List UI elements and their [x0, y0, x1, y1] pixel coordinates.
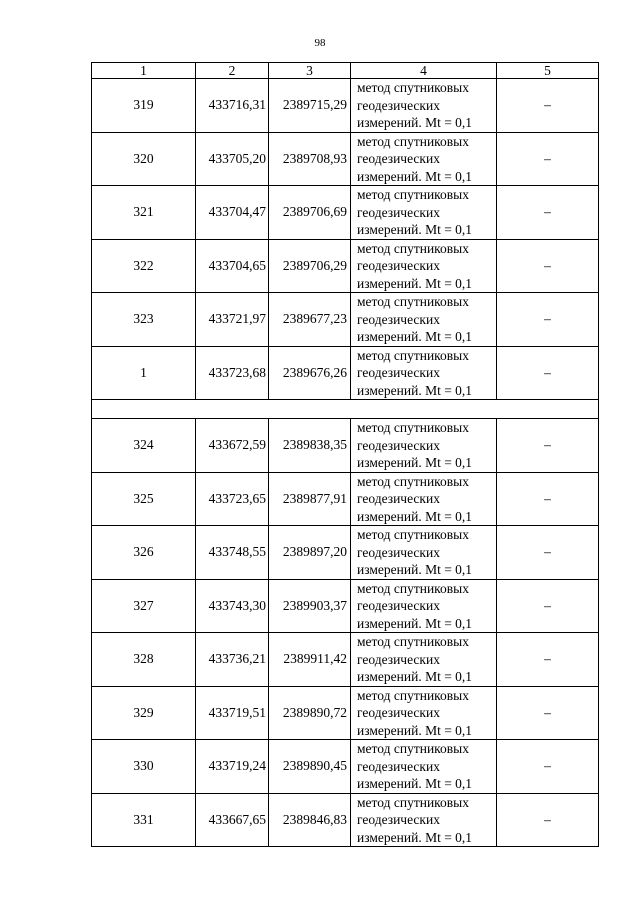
- method-text-line: геодезических: [357, 705, 440, 720]
- table-row: [92, 239, 599, 293]
- x-coordinate-cell: 433705,20: [196, 132, 269, 186]
- column-header: 2: [196, 63, 269, 79]
- note-cell: –: [497, 740, 599, 794]
- method-cell: [351, 740, 497, 794]
- x-coordinate-cell: 433721,97: [196, 293, 269, 347]
- method-text-line: геодезических: [357, 97, 440, 113]
- note-cell: –: [497, 579, 599, 633]
- y-coordinate-cell: 2389897,20: [269, 526, 351, 580]
- method-text-line: геодезических: [357, 204, 440, 220]
- y-coordinate-cell: 2389677,23: [269, 293, 351, 347]
- method-text-line: геодезических: [357, 365, 440, 380]
- point-number-cell: 323: [92, 293, 196, 347]
- section-separator-row: [92, 400, 599, 419]
- method-text-line: измерений. Mt = 0,1: [357, 669, 473, 684]
- y-coordinate-cell: 2389890,45: [269, 740, 351, 794]
- table-row: [92, 132, 599, 186]
- method-cell: [351, 293, 497, 347]
- method-text-line: метод спутниковых: [357, 473, 469, 489]
- y-coordinate-cell: 2389706,29: [269, 239, 351, 293]
- method-text-line: метод спутниковых: [357, 347, 469, 363]
- table-row: [92, 293, 599, 347]
- table-row: [92, 686, 599, 740]
- note-cell: –: [497, 132, 599, 186]
- method-cell: [351, 793, 497, 847]
- point-number-cell: 320: [92, 132, 196, 186]
- x-coordinate-cell: 433748,55: [196, 526, 269, 580]
- method-text-line: метод спутниковых: [357, 80, 469, 95]
- table-row: [92, 793, 599, 847]
- x-coordinate-cell: 433704,47: [196, 186, 269, 240]
- method-text-line: измерений. Mt = 0,1: [357, 329, 473, 344]
- table-row: [92, 186, 599, 240]
- x-coordinate-cell: 433723,68: [196, 346, 269, 400]
- method-cell: [351, 526, 497, 580]
- x-coordinate-cell: 433719,51: [196, 686, 269, 740]
- method-text-line: геодезических: [357, 258, 440, 273]
- method-cell: [351, 186, 497, 240]
- method-text-line: метод спутниковых: [357, 527, 469, 542]
- column-header: 4: [351, 63, 497, 79]
- method-cell: [351, 346, 497, 400]
- note-cell: –: [497, 239, 599, 293]
- y-coordinate-cell: 2389838,35: [269, 419, 351, 473]
- point-number-cell: 330: [92, 740, 196, 794]
- table-row: [92, 579, 599, 633]
- point-number-cell: 324: [92, 419, 196, 473]
- point-number-cell: 331: [92, 793, 196, 847]
- method-cell: [351, 419, 497, 473]
- note-cell: –: [497, 633, 599, 687]
- method-text-line: измерений. Mt = 0,1: [357, 455, 473, 470]
- method-text-line: метод спутниковых: [357, 187, 469, 202]
- x-coordinate-cell: 433719,24: [196, 740, 269, 794]
- table-row: [92, 472, 599, 526]
- table-row: [92, 346, 599, 400]
- note-cell: –: [497, 346, 599, 400]
- page-number: 98: [314, 37, 326, 49]
- point-number-cell: 327: [92, 579, 196, 633]
- note-cell: –: [497, 526, 599, 580]
- x-coordinate-cell: 433743,30: [196, 579, 269, 633]
- method-text-line: метод спутниковых: [357, 794, 469, 810]
- x-coordinate-cell: 433667,65: [196, 793, 269, 847]
- y-coordinate-cell: 2389708,93: [269, 132, 351, 186]
- x-coordinate-cell: 433716,31: [196, 79, 269, 133]
- method-text-line: геодезических: [357, 651, 440, 667]
- method-text-line: геодезических: [357, 758, 440, 774]
- method-text-line: метод спутниковых: [357, 133, 469, 149]
- point-number-cell: 329: [92, 686, 196, 740]
- x-coordinate-cell: 433723,65: [196, 472, 269, 526]
- method-text-line: измерений. Mt = 0,1: [357, 275, 473, 291]
- method-text-line: измерений. Mt = 0,1: [357, 222, 473, 237]
- method-cell: [351, 579, 497, 633]
- method-cell: [351, 79, 497, 133]
- point-number-cell: 321: [92, 186, 196, 240]
- method-cell: [351, 132, 497, 186]
- table-row: [92, 633, 599, 687]
- x-coordinate-cell: 433672,59: [196, 419, 269, 473]
- point-number-cell: 322: [92, 239, 196, 293]
- method-cell: [351, 633, 497, 687]
- x-coordinate-cell: 433704,65: [196, 239, 269, 293]
- y-coordinate-cell: 2389903,37: [269, 579, 351, 633]
- table-row: [92, 740, 599, 794]
- column-header: 5: [497, 63, 599, 79]
- method-cell: [351, 239, 497, 293]
- point-number-cell: 319: [92, 79, 196, 133]
- method-text-line: измерений. Mt = 0,1: [357, 382, 473, 398]
- y-coordinate-cell: 2389846,83: [269, 793, 351, 847]
- coordinates-table: [91, 62, 599, 847]
- method-text-line: метод спутниковых: [357, 580, 469, 596]
- table-row: [92, 419, 599, 473]
- note-cell: –: [497, 293, 599, 347]
- method-text-line: измерений. Mt = 0,1: [357, 168, 473, 184]
- method-text-line: измерений. Mt = 0,1: [357, 562, 473, 577]
- table-row: [92, 526, 599, 580]
- note-cell: –: [497, 186, 599, 240]
- method-text-line: метод спутниковых: [357, 420, 469, 435]
- point-number-cell: 1: [92, 346, 196, 400]
- point-number-cell: 328: [92, 633, 196, 687]
- separator-cell: [92, 400, 599, 419]
- y-coordinate-cell: 2389715,29: [269, 79, 351, 133]
- method-text-line: метод спутниковых: [357, 240, 469, 256]
- method-text-line: измерений. Mt = 0,1: [357, 508, 473, 524]
- y-coordinate-cell: 2389676,26: [269, 346, 351, 400]
- point-number-cell: 325: [92, 472, 196, 526]
- method-text-line: метод спутниковых: [357, 634, 469, 649]
- method-text-line: метод спутниковых: [357, 687, 469, 703]
- method-text-line: измерений. Mt = 0,1: [357, 722, 473, 738]
- method-text-line: геодезических: [357, 311, 440, 327]
- method-cell: [351, 472, 497, 526]
- table-header-row: [92, 63, 599, 79]
- y-coordinate-cell: 2389877,91: [269, 472, 351, 526]
- note-cell: –: [497, 472, 599, 526]
- method-text-line: измерений. Mt = 0,1: [357, 115, 473, 130]
- note-cell: –: [497, 79, 599, 133]
- y-coordinate-cell: 2389890,72: [269, 686, 351, 740]
- method-text-line: геодезических: [357, 812, 440, 827]
- method-text-line: измерений. Mt = 0,1: [357, 776, 473, 791]
- note-cell: –: [497, 686, 599, 740]
- x-coordinate-cell: 433736,21: [196, 633, 269, 687]
- method-cell: [351, 686, 497, 740]
- column-header: 1: [92, 63, 196, 79]
- method-text-line: геодезических: [357, 544, 440, 560]
- method-text-line: измерений. Mt = 0,1: [357, 615, 473, 631]
- method-text-line: геодезических: [357, 491, 440, 506]
- table-row: [92, 79, 599, 133]
- method-text-line: метод спутниковых: [357, 741, 469, 756]
- method-text-line: измерений. Mt = 0,1: [357, 829, 473, 845]
- method-text-line: геодезических: [357, 598, 440, 613]
- note-cell: –: [497, 419, 599, 473]
- column-header: 3: [269, 63, 351, 79]
- y-coordinate-cell: 2389911,42: [269, 633, 351, 687]
- y-coordinate-cell: 2389706,69: [269, 186, 351, 240]
- point-number-cell: 326: [92, 526, 196, 580]
- method-text-line: геодезических: [357, 437, 440, 453]
- method-text-line: метод спутниковых: [357, 294, 469, 309]
- note-cell: –: [497, 793, 599, 847]
- method-text-line: геодезических: [357, 151, 440, 166]
